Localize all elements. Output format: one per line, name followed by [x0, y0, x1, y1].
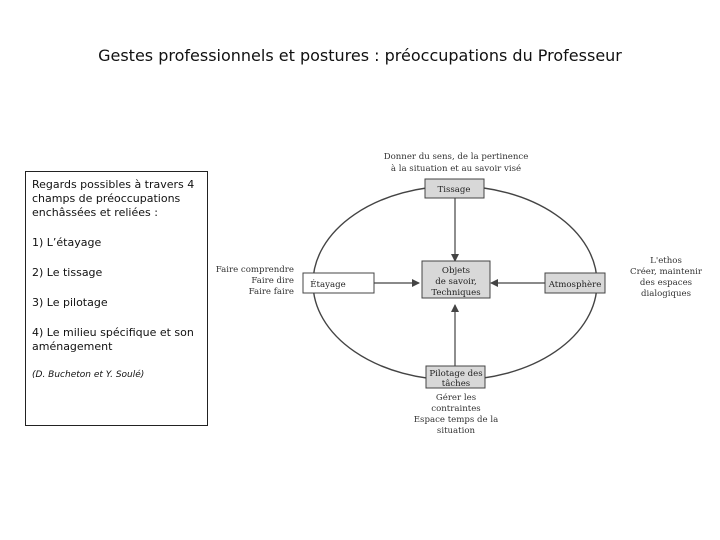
list-item-etayage: 1) L’étayage [32, 236, 102, 249]
left-note-line-2: Faire dire [251, 276, 294, 286]
citation: (D. Bucheton et Y. Soulé) [32, 370, 145, 380]
right-note-line-4: dialogiques [640, 289, 692, 299]
atmosphere-label: Atmosphère [548, 280, 602, 290]
pilotage-label-line-2: tâches [441, 379, 471, 389]
center-label-line-3: Techniques [431, 288, 481, 298]
center-label-line-1: Objets [441, 266, 471, 276]
list-item-milieu: 4) Le milieu spécifique et son aménagement [32, 326, 194, 353]
bottom-note-line-2: contraintes [431, 404, 481, 414]
right-note-line-2: Créer, maintenir [630, 267, 702, 277]
right-note-line-3: des espaces [639, 278, 693, 288]
bottom-note-line-4: situation [436, 426, 476, 436]
postures-diagram [215, 140, 702, 440]
info-textbox [25, 171, 208, 426]
textbox-intro: Regards possibles à travers 4 champs de préoccupations enchâssées et reliées : [32, 178, 195, 219]
tissage-label: Tissage [437, 185, 471, 195]
list-item-tissage: 2) Le tissage [32, 266, 103, 279]
right-note-line-1: L'ethos [650, 256, 682, 266]
left-note-line-3: Faire faire [248, 287, 294, 297]
pilotage-label-line-1: Pilotage des [429, 369, 483, 379]
top-note-line-1: Donner du sens, de la pertinence [383, 152, 529, 162]
bottom-note-line-1: Gérer les [435, 393, 477, 403]
bottom-note-line-3: Espace temps de la [413, 415, 499, 425]
list-item-pilotage: 3) Le pilotage [32, 296, 108, 309]
etayage-label: Étayage [310, 280, 346, 290]
top-note-line-2: à la situation et au savoir visé [390, 164, 522, 174]
left-note-line-1: Faire comprendre [215, 265, 294, 275]
slide-title: Gestes professionnels et postures : préoccupations du Professeur [98, 46, 622, 65]
center-label-line-2: de savoir, [435, 277, 477, 287]
